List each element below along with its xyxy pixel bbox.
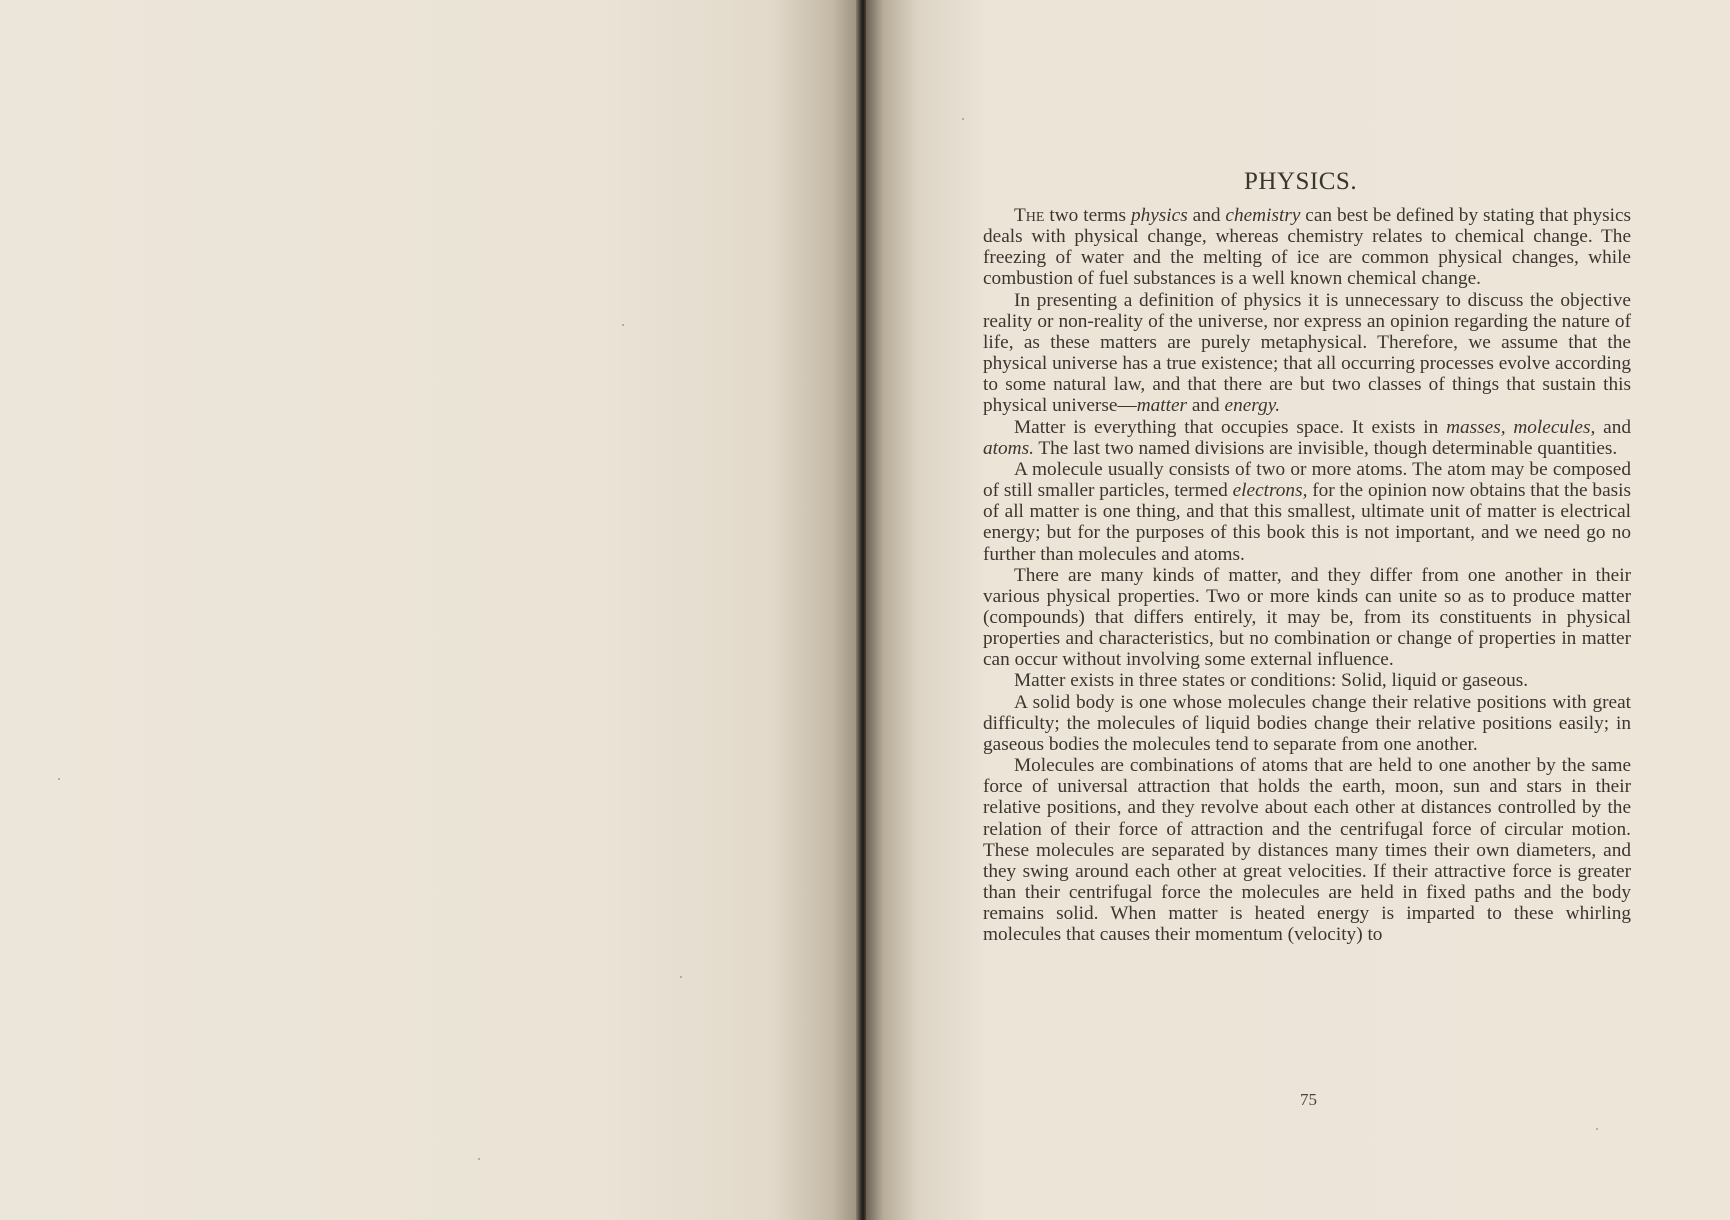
paper-speck xyxy=(680,976,682,978)
text-run: and xyxy=(1187,205,1226,226)
paper-speck xyxy=(478,1158,480,1160)
paper-speck xyxy=(1596,1128,1598,1130)
text-run: In presenting a definition of physics it is unnecessary to discuss the objective reality or non-reality of the universe, nor express an opinion regarding the nature of life, as these matters are purely metaphysical. Therefore, we assume that the physical universe has a true existence; that all occurring processes evolve according to some natural law, and that there are but two classes of things that sustain this physical universe— xyxy=(983,289,1631,417)
italic-term: chemistry xyxy=(1225,205,1301,226)
text-run: and xyxy=(1595,416,1631,438)
lead-word: The xyxy=(1014,205,1045,226)
paper-speck xyxy=(58,778,60,780)
text-run: Molecules are combinations of atoms that are held to one another by the same force of universal attraction that holds the earth, moon, sun and stars in their relative positions, and they revolve about each other at distances controlled by the relation of their force of attraction and the centrifugal force of circular motion. These molecules are separated by distances many times their own diameters, and they swing around each other at great velocities. If their attractive force is greater than their centrifugal force the molecules are held in fixed paths and the body remains solid. When matter is heated energy is imparted to these whirling molecules that causes their momentum (velocity) to xyxy=(983,755,1631,946)
text-run: There are many kinds of matter, and they differ from one another in their various physical properties. Two or more kinds can unite so as to produce matter (compounds) that differs entirely, it may be, from its constituents in physical properties and characteristics, but no combination or change of properties in matter can occur without involving some external influence. xyxy=(983,564,1631,671)
text-run: A solid body is one whose molecules change their relative positions with great difficulty; the molecules of liquid bodies change their relative positions easily; in gaseous bodies the molecules tend to separate from one another. xyxy=(983,691,1631,755)
body-paragraph xyxy=(983,290,1631,417)
page-title: PHYSICS. xyxy=(1244,168,1358,195)
italic-term: physics xyxy=(1130,205,1188,226)
body-paragraph xyxy=(983,205,1631,290)
text-run: A molecule usually consists of two or more atoms. The atom may be composed of still smaller particles, termed xyxy=(983,458,1631,502)
paper-speck xyxy=(962,118,964,120)
body-paragraph xyxy=(983,755,1631,945)
text-run: Matter is everything that occupies space. It exists in xyxy=(1014,416,1447,438)
italic-term: energy. xyxy=(1224,395,1281,417)
text-run: can best be defined by stating that physics deals with physical change, whereas chemistry relates to chemical change. The freezing of water and the melting of ice are common physical changes, while combustion of fuel substances is a well known chemical change. xyxy=(983,205,1632,290)
body-paragraph xyxy=(983,692,1631,755)
italic-term: matter xyxy=(1136,395,1188,417)
body-paragraph xyxy=(983,417,1631,459)
text-run: two terms xyxy=(1044,205,1131,226)
page-number: 75 xyxy=(1300,1090,1317,1109)
left-blank-page xyxy=(0,0,858,1220)
text-run: and xyxy=(1187,395,1225,417)
italic-term: masses, molecules, xyxy=(1446,416,1596,438)
body-paragraph xyxy=(983,565,1631,671)
body-paragraph xyxy=(983,670,1631,691)
text-run: for the opinion now obtains that the basis of all matter is one thing, and that this smallest, ultimate unit of matter is electrical energy; but for the purposes of this book this is not important, and we need go no further than molecules and atoms. xyxy=(983,480,1631,565)
body-text xyxy=(983,205,1631,945)
italic-term: atoms. xyxy=(983,437,1034,459)
text-run: The last two named divisions are invisible, though determinable quantities. xyxy=(1033,437,1618,459)
text-run: Matter exists in three states or conditions: Solid, liquid or gaseous. xyxy=(1014,670,1529,692)
paper-speck xyxy=(622,324,624,326)
italic-term: electrons, xyxy=(1232,480,1308,502)
body-paragraph xyxy=(983,459,1631,565)
